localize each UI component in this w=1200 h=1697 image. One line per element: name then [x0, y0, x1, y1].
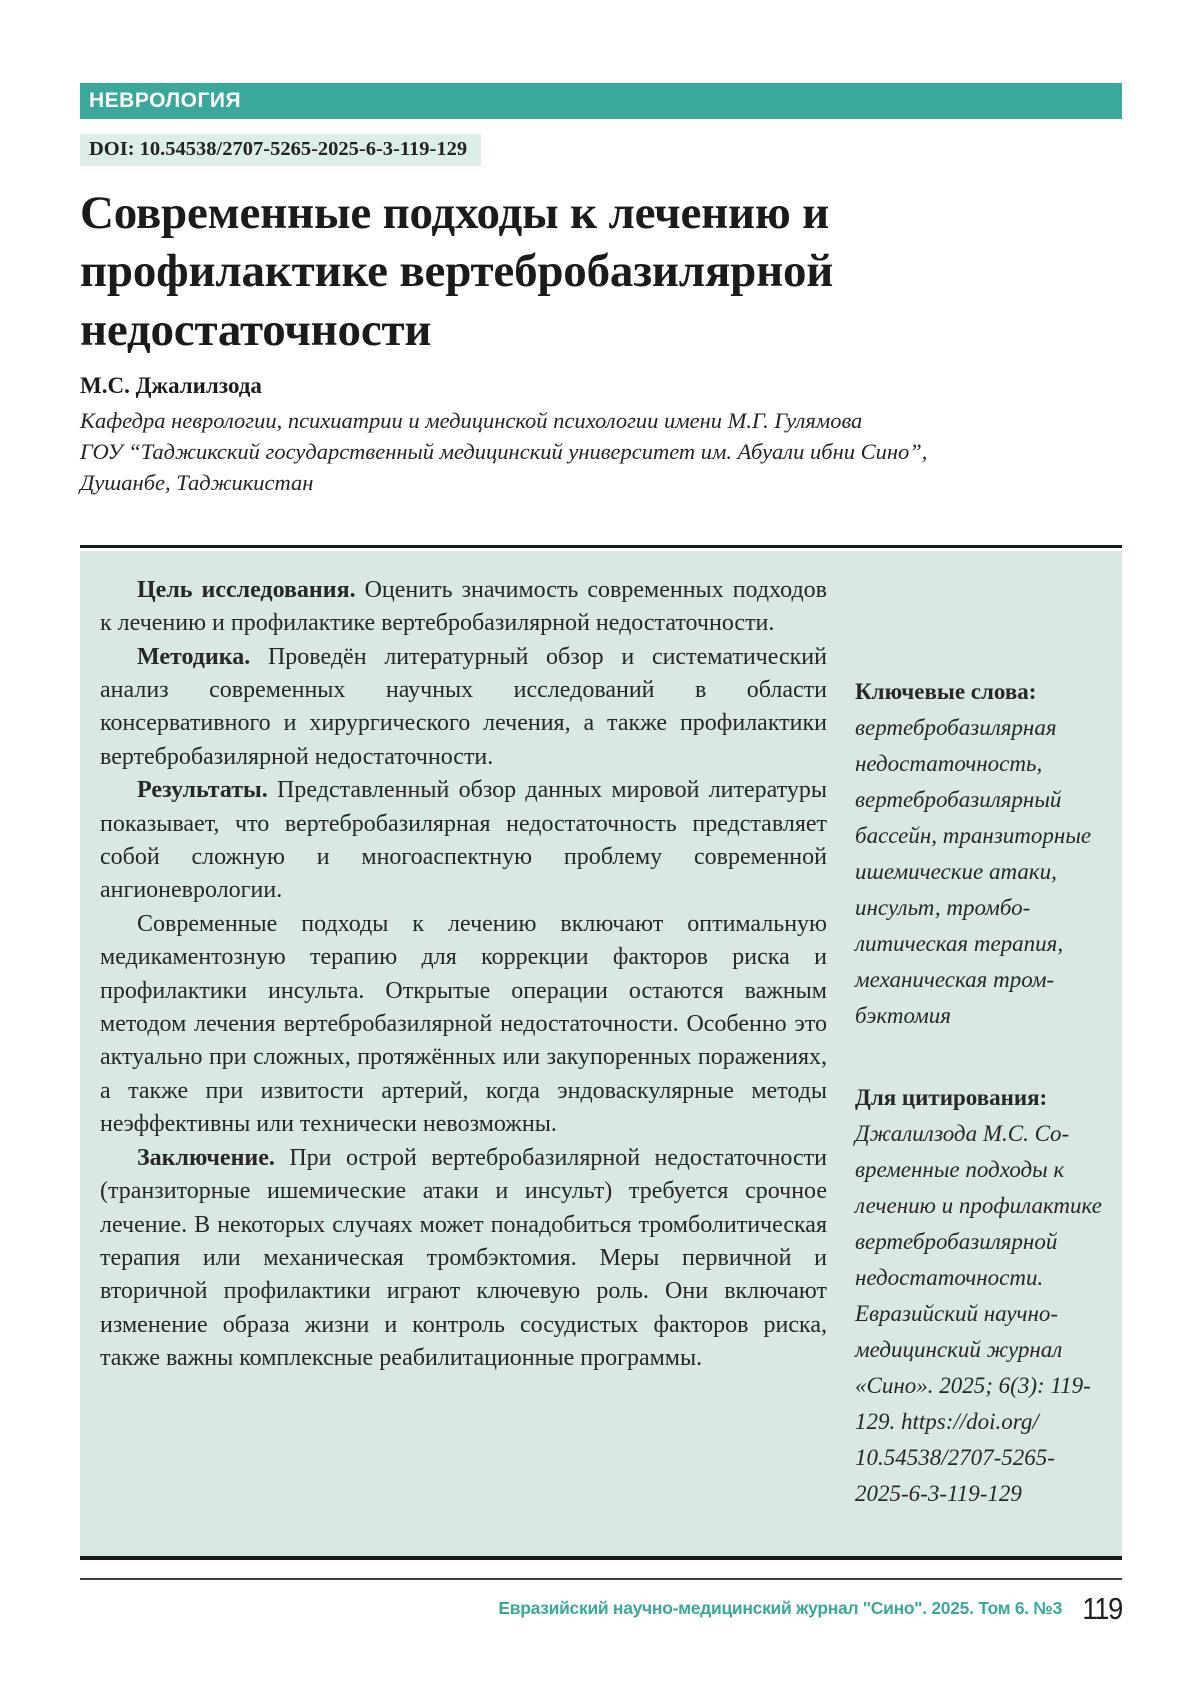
paragraph-label: Заключение.: [137, 1144, 275, 1171]
author-name: М.С. Джалилзода: [80, 372, 262, 398]
paragraph-text: Проведён литературный обзор и систематический анализ современных научных исследований в области консервативного и хирургического лечения, а также профилактики вертебробазилярной недостаточности.: [100, 643, 827, 770]
affiliation-line: Кафедра неврологии, психиатрии и медицинской психологии имени М.Г. Гулямова: [80, 407, 863, 433]
affiliation-block: [80, 405, 1122, 498]
doi-text: DOI: 10.54538/2707-5265-2025-6-3-119-129: [89, 138, 468, 160]
keywords-heading: Ключевые слова:: [855, 678, 1037, 704]
page-number: 119: [1082, 1590, 1122, 1626]
paragraph-label: Результаты.: [137, 777, 268, 804]
abstract-box: [80, 551, 1122, 1556]
bottom-thick-rule: [80, 1556, 1122, 1560]
paragraph-text: При острой вертебробазилярной недостаточности (транзиторные ишемические атаки и инсульт) требуется срочное лечение. В некоторых случаях может понадобиться тромболитическая терапия или механическая тромбэктомия. Меры первичной и вторичной профилактики играют ключевую роль. Они включают изменение образа жизни и контроль сосудистых факторов риска, также важны комплексные реабилитационные программы.: [100, 1144, 827, 1372]
page-footer: [80, 1591, 1122, 1627]
footer-divider-rule: [80, 1578, 1122, 1580]
doi-badge: [80, 134, 481, 166]
abstract-column: [100, 574, 827, 1556]
affiliation-line: Душанбе, Таджикистан: [80, 469, 314, 495]
sidebar-column: [855, 674, 1106, 1556]
citation-text: Джалилзода М.С. Современные подходы к лечению и профилактике вертебробазилярной недостаточности. Евразийский научно-медицинский журнал «Сино». 2025; 6(3): 119-129. https://​doi.org/​10.54538/​2707-5265-2025-6-3-119-129: [855, 1120, 1102, 1506]
page-content: [80, 83, 1122, 1627]
category-band: [80, 83, 1122, 119]
category-label: НЕВРОЛОГИЯ: [89, 89, 242, 112]
top-divider-rule: [80, 545, 1122, 548]
abstract-paragraph-results-cont: [100, 908, 827, 1142]
abstract-paragraph-conclusion: [100, 1142, 827, 1376]
paragraph-label: Методика.: [137, 643, 251, 670]
keywords-text: вертебробазилярная недостаточность, вертебробазилярный бассейн, транзиторные ишемические атаки, инсульт, тромболитическая терапия, механическая тромбэктомия: [855, 714, 1092, 1028]
article-title: Современные подходы к лечению и профилактике вертебробазилярной недостаточности: [80, 187, 834, 356]
paragraph-text: Современные подходы к лечению включают оптимальную медикаментозную терапию для коррекции факторов риска и профилактики инсульта. Открытые операции остаются важным методом лечения вертебробазилярной недостаточности. Особенно это актуально при сложных, протяжённых или закупоренных поражениях, а также при извитости артерий, когда эндоваскулярные методы неэффективны или технически невозможны.: [100, 910, 827, 1138]
abstract-paragraph-aim: [100, 574, 827, 641]
abstract-paragraph-methods: [100, 641, 827, 775]
journal-name: Евразийский научно-медицинский журнал "Сино". 2025. Том 6. №3: [498, 1598, 1063, 1619]
paragraph-label: Цель исследования.: [137, 576, 356, 603]
paragraph-text: Оценить значимость современных подходов к лечению и профилактике вертебробазилярной недостаточности.: [100, 576, 827, 637]
paragraph-text: Представленный обзор данных мировой литературы показывает, что вертебробазилярная недостаточность представляет собой сложную и многоаспектную проблему современной ангионеврологии.: [100, 777, 827, 904]
abstract-paragraph-results: [100, 774, 827, 908]
citation-heading: Для цитирования:: [855, 1084, 1048, 1110]
affiliation-line: ГОУ “Таджикский государственный медицинский университет им. Абуали ибни Сино”,: [80, 438, 928, 464]
